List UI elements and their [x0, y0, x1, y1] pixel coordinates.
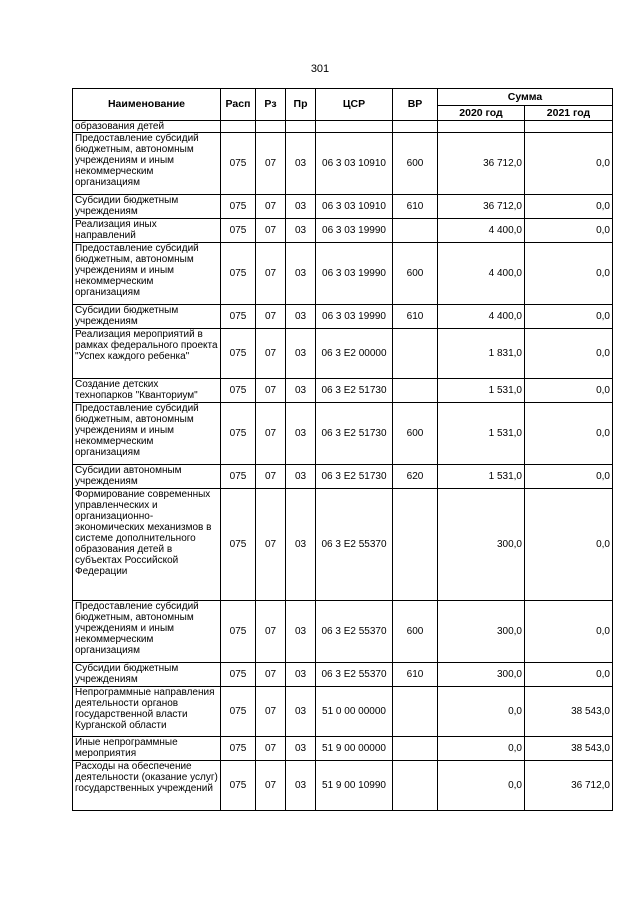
cell-rz: 07: [256, 403, 286, 465]
table-row: [73, 737, 613, 761]
table-row: [73, 687, 613, 737]
cell-csr: 51 9 00 10990: [316, 761, 393, 811]
cell-name: Предоставление субсидий бюджетным, автономным учреждениям и иным некоммерческим организациям: [73, 243, 221, 305]
cell-name: Предоставление субсидий бюджетным, автономным учреждениям и иным некоммерческим организациям: [73, 601, 221, 663]
cell-y2020: 300,0: [438, 601, 525, 663]
cell-y2021: 0,0: [525, 465, 613, 489]
header-2021: 2021 год: [525, 106, 613, 121]
cell-rasp: 075: [221, 243, 256, 305]
cell-pr: 03: [286, 195, 316, 219]
cell-pr: 03: [286, 737, 316, 761]
cell-rasp: 075: [221, 379, 256, 403]
cell-pr: 03: [286, 687, 316, 737]
cell-y2020: 300,0: [438, 489, 525, 601]
cell-y2020: 1 531,0: [438, 403, 525, 465]
cell-y2020: 0,0: [438, 687, 525, 737]
table-row: [73, 329, 613, 379]
cell-pr: 03: [286, 489, 316, 601]
budget-table: [72, 88, 613, 811]
header-csr: ЦСР: [316, 89, 393, 121]
cell-y2020: [438, 121, 525, 133]
cell-rasp: 075: [221, 737, 256, 761]
cell-rasp: 075: [221, 687, 256, 737]
cell-name: Предоставление субсидий бюджетным, автономным учреждениям и иным некоммерческим организациям: [73, 403, 221, 465]
cell-y2021: 0,0: [525, 329, 613, 379]
table-row: [73, 403, 613, 465]
cell-y2021: 0,0: [525, 243, 613, 305]
cell-vr: [393, 121, 438, 133]
cell-csr: [316, 121, 393, 133]
cell-rz: 07: [256, 329, 286, 379]
cell-y2020: 4 400,0: [438, 219, 525, 243]
cell-y2020: 36 712,0: [438, 195, 525, 219]
cell-vr: 610: [393, 663, 438, 687]
cell-vr: [393, 379, 438, 403]
cell-csr: 06 3 E2 00000: [316, 329, 393, 379]
cell-rasp: 075: [221, 465, 256, 489]
cell-pr: 03: [286, 133, 316, 195]
cell-name: Реализация иных направлений: [73, 219, 221, 243]
cell-y2021: 0,0: [525, 403, 613, 465]
table-row: [73, 379, 613, 403]
cell-pr: [286, 121, 316, 133]
cell-y2021: 0,0: [525, 133, 613, 195]
table-row: [73, 663, 613, 687]
table-row: [73, 133, 613, 195]
cell-csr: 06 3 E2 55370: [316, 601, 393, 663]
cell-name: Формирование современных управленческих и организационно-экономических механизмов в системе дополнительного образования детей в субъектах Российской Федерации: [73, 489, 221, 601]
cell-y2021: 38 543,0: [525, 737, 613, 761]
cell-rz: 07: [256, 737, 286, 761]
cell-y2020: 36 712,0: [438, 133, 525, 195]
table-body: [73, 121, 613, 811]
cell-rasp: 075: [221, 663, 256, 687]
cell-rz: 07: [256, 465, 286, 489]
cell-csr: 06 3 03 10910: [316, 195, 393, 219]
cell-csr: 06 3 03 19990: [316, 219, 393, 243]
header-row: [73, 89, 613, 106]
cell-rasp: 075: [221, 601, 256, 663]
cell-rasp: 075: [221, 133, 256, 195]
cell-name: образования детей: [73, 121, 221, 133]
cell-vr: [393, 761, 438, 811]
cell-rz: 07: [256, 133, 286, 195]
cell-y2021: 0,0: [525, 663, 613, 687]
cell-rasp: 075: [221, 403, 256, 465]
cell-rz: 07: [256, 379, 286, 403]
cell-vr: [393, 219, 438, 243]
table-row: [73, 761, 613, 811]
cell-csr: 06 3 E2 51730: [316, 403, 393, 465]
cell-csr: 51 0 00 00000: [316, 687, 393, 737]
cell-rz: 07: [256, 489, 286, 601]
cell-y2021: 0,0: [525, 305, 613, 329]
cell-y2020: 1 531,0: [438, 379, 525, 403]
cell-name: Субсидии бюджетным учреждениям: [73, 663, 221, 687]
cell-rz: 07: [256, 687, 286, 737]
table-row: [73, 489, 613, 601]
cell-csr: 06 3 03 19990: [316, 305, 393, 329]
cell-name: Субсидии бюджетным учреждениям: [73, 305, 221, 329]
cell-rasp: 075: [221, 219, 256, 243]
cell-y2020: 0,0: [438, 761, 525, 811]
table-row: [73, 601, 613, 663]
table-row: [73, 121, 613, 133]
cell-csr: 51 9 00 00000: [316, 737, 393, 761]
cell-y2020: 4 400,0: [438, 243, 525, 305]
cell-rz: 07: [256, 663, 286, 687]
cell-y2021: 38 543,0: [525, 687, 613, 737]
cell-pr: 03: [286, 761, 316, 811]
cell-rz: 07: [256, 243, 286, 305]
cell-csr: 06 3 E2 55370: [316, 489, 393, 601]
cell-vr: [393, 687, 438, 737]
cell-pr: 03: [286, 219, 316, 243]
cell-y2021: 36 712,0: [525, 761, 613, 811]
cell-rz: 07: [256, 305, 286, 329]
header-pr: Пр: [286, 89, 316, 121]
cell-vr: [393, 737, 438, 761]
cell-vr: 600: [393, 403, 438, 465]
cell-y2021: 0,0: [525, 219, 613, 243]
cell-rasp: 075: [221, 329, 256, 379]
cell-vr: 610: [393, 305, 438, 329]
cell-name: Создание детских технопарков "Кванториум": [73, 379, 221, 403]
cell-pr: 03: [286, 379, 316, 403]
header-name: Наименование: [73, 89, 221, 121]
cell-name: Субсидии автономным учреждениям: [73, 465, 221, 489]
cell-y2020: 1 531,0: [438, 465, 525, 489]
table-row: [73, 219, 613, 243]
cell-y2021: 0,0: [525, 379, 613, 403]
cell-vr: 600: [393, 133, 438, 195]
cell-rasp: [221, 121, 256, 133]
cell-pr: 03: [286, 403, 316, 465]
cell-csr: 06 3 E2 51730: [316, 465, 393, 489]
cell-rasp: 075: [221, 195, 256, 219]
cell-rz: 07: [256, 601, 286, 663]
cell-pr: 03: [286, 465, 316, 489]
cell-name: Непрограммные направления деятельности органов государственной власти Курганской области: [73, 687, 221, 737]
cell-name: Реализация мероприятий в рамках федерального проекта "Успех каждого ребенка": [73, 329, 221, 379]
table-row: [73, 305, 613, 329]
cell-name: Расходы на обеспечение деятельности (оказание услуг) государственных учреждений: [73, 761, 221, 811]
header-sum: Сумма: [438, 89, 613, 106]
cell-rz: 07: [256, 761, 286, 811]
cell-rasp: 075: [221, 305, 256, 329]
table-row: [73, 243, 613, 305]
cell-pr: 03: [286, 243, 316, 305]
cell-vr: [393, 489, 438, 601]
cell-name: Субсидии бюджетным учреждениям: [73, 195, 221, 219]
cell-pr: 03: [286, 663, 316, 687]
cell-rasp: 075: [221, 761, 256, 811]
cell-rz: 07: [256, 195, 286, 219]
header-2020: 2020 год: [438, 106, 525, 121]
cell-y2020: 0,0: [438, 737, 525, 761]
table-row: [73, 195, 613, 219]
cell-rz: [256, 121, 286, 133]
cell-pr: 03: [286, 305, 316, 329]
cell-pr: 03: [286, 329, 316, 379]
cell-name: Предоставление субсидий бюджетным, автономным учреждениям и иным некоммерческим организациям: [73, 133, 221, 195]
page-number: 301: [310, 63, 330, 75]
cell-y2021: [525, 121, 613, 133]
cell-rz: 07: [256, 219, 286, 243]
cell-vr: 600: [393, 243, 438, 305]
cell-csr: 06 3 03 19990: [316, 243, 393, 305]
cell-vr: 610: [393, 195, 438, 219]
table-row: [73, 465, 613, 489]
cell-vr: 620: [393, 465, 438, 489]
cell-y2021: 0,0: [525, 195, 613, 219]
cell-pr: 03: [286, 601, 316, 663]
header-vr: ВР: [393, 89, 438, 121]
cell-csr: 06 3 03 10910: [316, 133, 393, 195]
cell-rasp: 075: [221, 489, 256, 601]
cell-name: Иные непрограммные мероприятия: [73, 737, 221, 761]
cell-y2021: 0,0: [525, 489, 613, 601]
header-rasp: Расп: [221, 89, 256, 121]
cell-vr: [393, 329, 438, 379]
cell-csr: 06 3 E2 55370: [316, 663, 393, 687]
cell-csr: 06 3 E2 51730: [316, 379, 393, 403]
header-rz: Рз: [256, 89, 286, 121]
cell-y2020: 1 831,0: [438, 329, 525, 379]
cell-y2021: 0,0: [525, 601, 613, 663]
cell-vr: 600: [393, 601, 438, 663]
cell-y2020: 300,0: [438, 663, 525, 687]
cell-y2020: 4 400,0: [438, 305, 525, 329]
